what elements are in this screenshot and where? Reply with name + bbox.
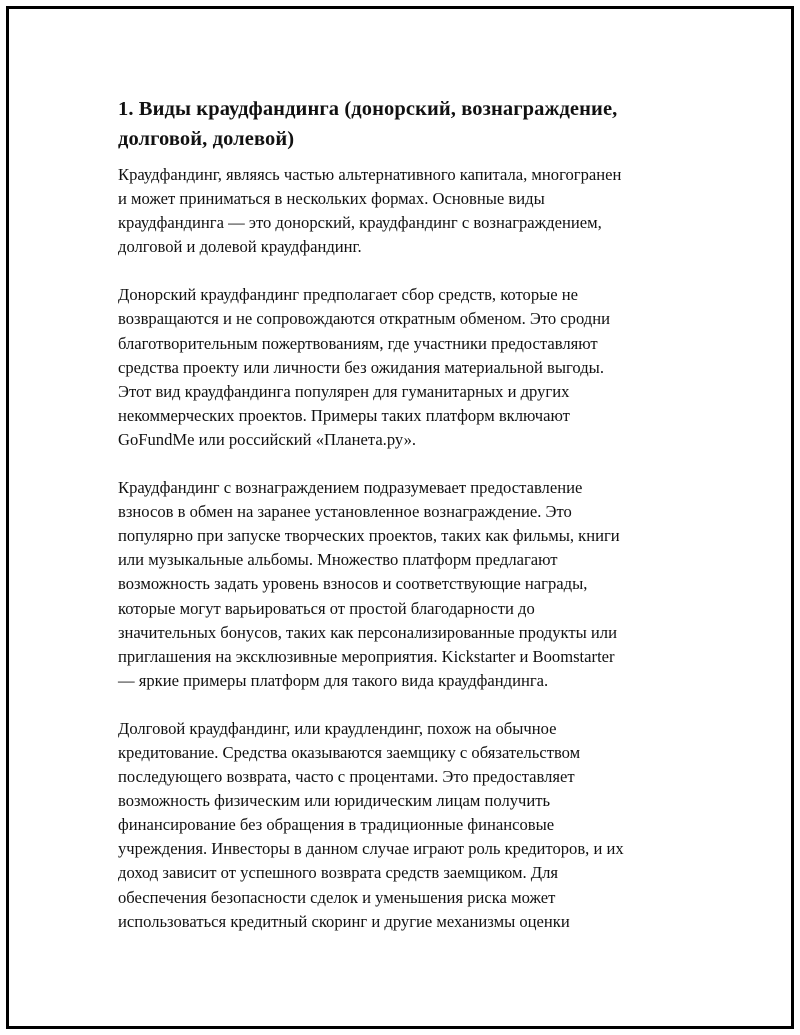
paragraph-reward bbox=[118, 476, 688, 693]
text-line: Краудфандинг с вознаграждением подразумевает предоставление bbox=[118, 478, 583, 498]
text-line: доход зависит от успешного возврата средств заемщиком. Для bbox=[118, 863, 558, 883]
text-line: и может приниматься в нескольких формах. Основные виды bbox=[118, 189, 545, 209]
text-line: GoFundMe или российский «Планета.ру». bbox=[118, 429, 417, 449]
heading-line: долговой, долевой) bbox=[118, 128, 295, 150]
text-line: Краудфандинг, являясь частью альтернативного капитала, многогранен bbox=[118, 165, 622, 184]
text-line: учреждения. Инвесторы в данном случае играют роль кредиторов, и их bbox=[118, 839, 624, 859]
section-heading bbox=[118, 94, 688, 154]
text-line: долговой и долевой краудфандинг. bbox=[118, 237, 362, 257]
text-line: которые могут варьироваться от простой благодарности до bbox=[118, 598, 535, 618]
text-line: использоваться кредитный скоринг и другие механизмы оценки bbox=[118, 911, 570, 931]
paragraph-debt bbox=[118, 717, 688, 934]
text-line: возвращаются и не сопровождаются откратным обменом. Это сродни bbox=[118, 309, 610, 329]
text-line: краудфандинга — это донорский, краудфандинг с вознаграждением, bbox=[118, 213, 602, 233]
text-line: значительных бонусов, таких как персонализированные продукты или bbox=[118, 622, 617, 642]
document-body bbox=[118, 94, 688, 958]
text-line: финансирование без обращения в традиционные финансовые bbox=[118, 815, 555, 835]
text-line: или музыкальные альбомы. Множество платформ предлагают bbox=[118, 550, 558, 570]
heading-line: 1. Виды краудфандинга (донорский, вознаграждение, bbox=[118, 98, 618, 120]
text-line: некоммерческих проектов. Примеры таких платформ включают bbox=[118, 405, 570, 425]
text-line: последующего возврата, часто с процентами. Это предоставляет bbox=[118, 767, 575, 787]
text-line: Этот вид краудфандинга популярен для гуманитарных и других bbox=[118, 381, 570, 401]
text-line: приглашения на эксклюзивные мероприятия. Kickstarter и Boomstarter bbox=[118, 646, 615, 666]
text-line: взносов в обмен на заранее установленное вознаграждение. Это bbox=[118, 502, 572, 522]
text-line: популярно при запуске творческих проектов, таких как фильмы, книги bbox=[118, 526, 620, 546]
text-line: средства проекту или личности без ожидания материальной выгоды. bbox=[118, 357, 604, 377]
text-line: возможность физическим или юридическим лицам получить bbox=[118, 791, 551, 811]
text-line: возможность задать уровень взносов и соответствующие награды, bbox=[118, 574, 588, 594]
text-line: — яркие примеры платформ для такого вида краудфандинга. bbox=[118, 670, 549, 690]
paragraph-intro bbox=[118, 163, 688, 259]
text-line: кредитование. Средства оказываются заемщику с обязательством bbox=[118, 742, 581, 762]
paragraph-donor bbox=[118, 283, 688, 452]
text-line: Долговой краудфандинг, или краудлендинг, похож на обычное bbox=[118, 718, 557, 738]
text-line: Донорский краудфандинг предполагает сбор средств, которые не bbox=[118, 285, 579, 305]
text-line: обеспечения безопасности сделок и уменьшения риска может bbox=[118, 887, 556, 907]
text-line: благотворительным пожертвованиям, где участники предоставляют bbox=[118, 333, 598, 353]
